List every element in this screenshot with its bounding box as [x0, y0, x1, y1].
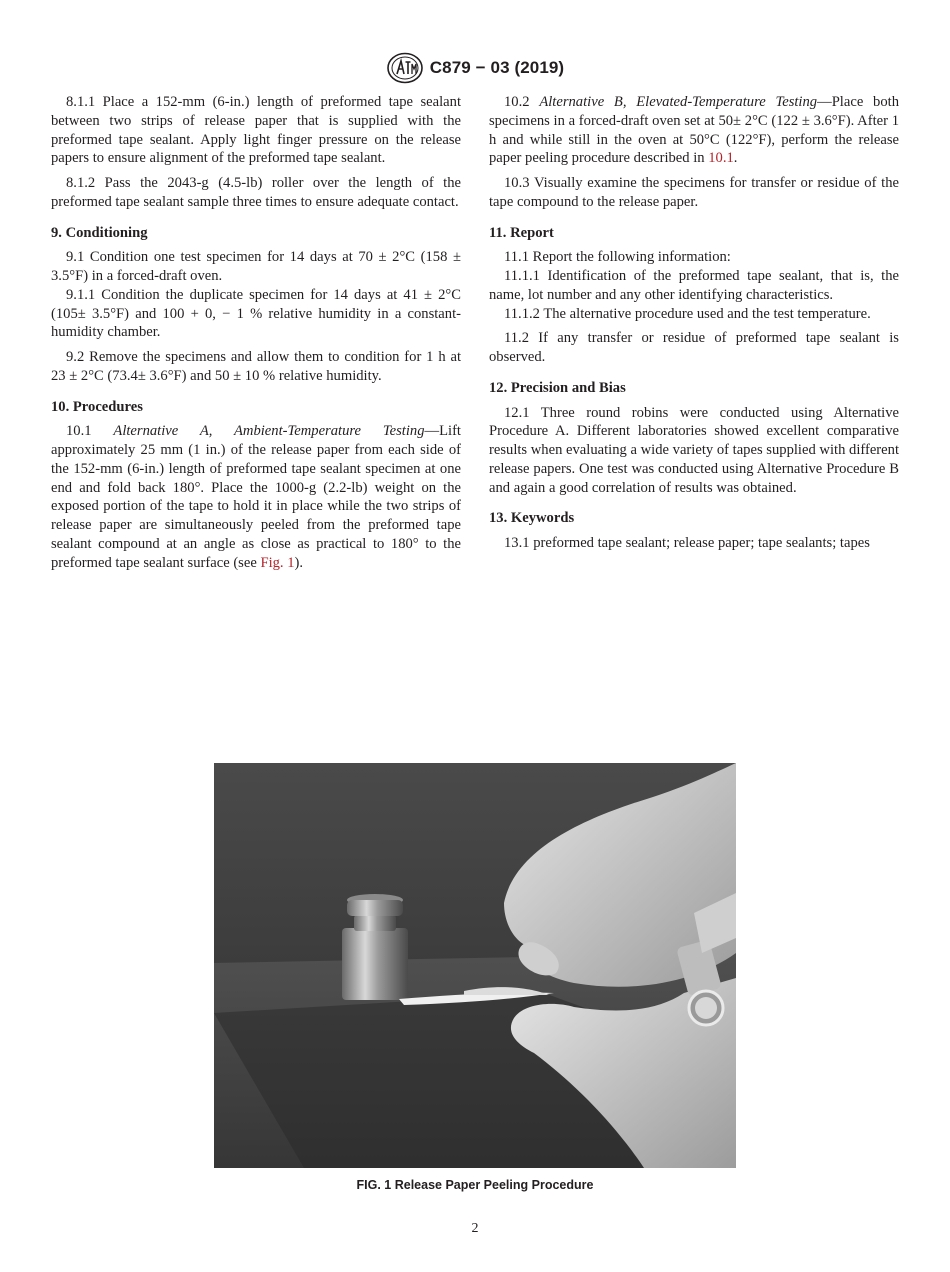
peeling-procedure-photo: [214, 763, 736, 1168]
paragraph-9-1: 9.1 Condition one test specimen for 14 days at 70 ± 2°C (158 ± 3.5°F) in a forced-draft oven.: [51, 249, 461, 284]
page-number: 2: [471, 1221, 479, 1236]
paragraph-11-1-2: 11.1.2 The alternative procedure used and the test temperature.: [504, 305, 871, 322]
paragraph-10-1-body: —Lift approximately 25 mm (1 in.) of the release paper from each side of the 152-mm (6-in.) length of preformed tape sealant specimen at one end and fold back 180°. Place the 1000-g (2.2-lb) weight on the exposed portion of the tape to hold it in place while the two strips of release paper are simultaneously peeled from the preformed tape sealant compound at an angle as close as practical to 180° to the preformed tape sealant surface (see: [51, 423, 461, 571]
paragraph-9-1-1: 9.1.1 Condition the duplicate specimen for 14 days at 41 ± 2°C (105± 3.5°F) and 100 + 0, − 1 % relative humidity in a constant-humidity chamber.: [51, 286, 461, 341]
section-heading-conditioning: 9. Conditioning: [51, 224, 148, 241]
paragraph-10-2-body: —Place both specimens in a forced-draft oven set at 50± 2°C (122 ± 3.6°F). After 1 h and while still in the oven at 50°C (122°F), perform the release paper peeling procedure described in: [489, 94, 900, 167]
figure-1-photo: [214, 763, 736, 1168]
paragraph-10-2: [489, 93, 899, 168]
section-heading-keywords: 13. Keywords: [489, 510, 575, 527]
right-column: [489, 93, 899, 559]
figure-caption: FIG. 1 Release Paper Peeling Procedure: [356, 1178, 594, 1192]
paragraph-8-1-1: 8.1.1 Place a 152-mm (6-in.) length of preformed tape sealant between two strips of release paper that is supplied with the preformed tape sealant. Apply light finger pressure on the release papers to ensure alignment of the preformed tape sealant.: [51, 94, 461, 167]
paragraph-10-3: 10.3 Visually examine the specimens for transfer or residue of the tape compound to the release paper.: [489, 175, 899, 210]
paragraph-10-1-end: ).: [294, 554, 304, 571]
paragraph-8-1-2: 8.1.2 Pass the 2043-g (4.5-lb) roller over the length of the preformed tape sealant sample three times to ensure adequate contact.: [51, 175, 461, 210]
paragraph-9-2: 9.2 Remove the specimens and allow them to condition for 1 h at 23 ± 2°C (73.4± 3.6°F) and 50 ± 10 % relative humidity.: [51, 349, 461, 384]
section-heading-procedures: 10. Procedures: [51, 398, 143, 415]
section-10-1-link[interactable]: 10.1: [708, 150, 734, 167]
paragraph-10-1-number: 10.1: [66, 423, 92, 440]
left-column: [51, 93, 461, 578]
page-header: [0, 52, 950, 84]
figure-1-link[interactable]: Fig. 1: [260, 554, 295, 571]
paragraph-10-2-title: Alternative B, Elevated-Temperature Testing: [539, 94, 818, 110]
paragraph-13-1: 13.1 preformed tape sealant; release paper; tape sealants; tapes: [504, 535, 870, 551]
paragraph-10-1: [51, 422, 461, 572]
paragraph-11-2: 11.2 If any transfer or residue of preformed tape sealant is observed.: [489, 330, 899, 365]
astm-logo-icon: [386, 52, 424, 84]
paragraph-12-1: 12.1 Three round robins were conducted using Alternative Procedure A. Different laboratories showed excellent comparative results when evaluating a wide variety of tapes supplied with different release papers. One test was conducted using Alternative Procedure B and again a good correlation of results was obtained.: [489, 404, 899, 496]
paragraph-10-2-end: .: [733, 150, 738, 167]
section-heading-precision-and-bias: 12. Precision and Bias: [489, 379, 626, 396]
section-heading-report: 11. Report: [489, 224, 554, 241]
paragraph-11-1: 11.1 Report the following information:: [504, 249, 731, 266]
paragraph-10-2-number: 10.2: [504, 94, 530, 110]
paragraph-11-1-1: 11.1.1 Identification of the preformed tape sealant, that is, the name, lot number and any other identifying characteristics.: [489, 268, 899, 303]
standard-designation: C879 − 03 (2019): [429, 58, 565, 77]
paragraph-10-1-title: Alternative A, Ambient-Temperature Testing: [113, 423, 425, 440]
